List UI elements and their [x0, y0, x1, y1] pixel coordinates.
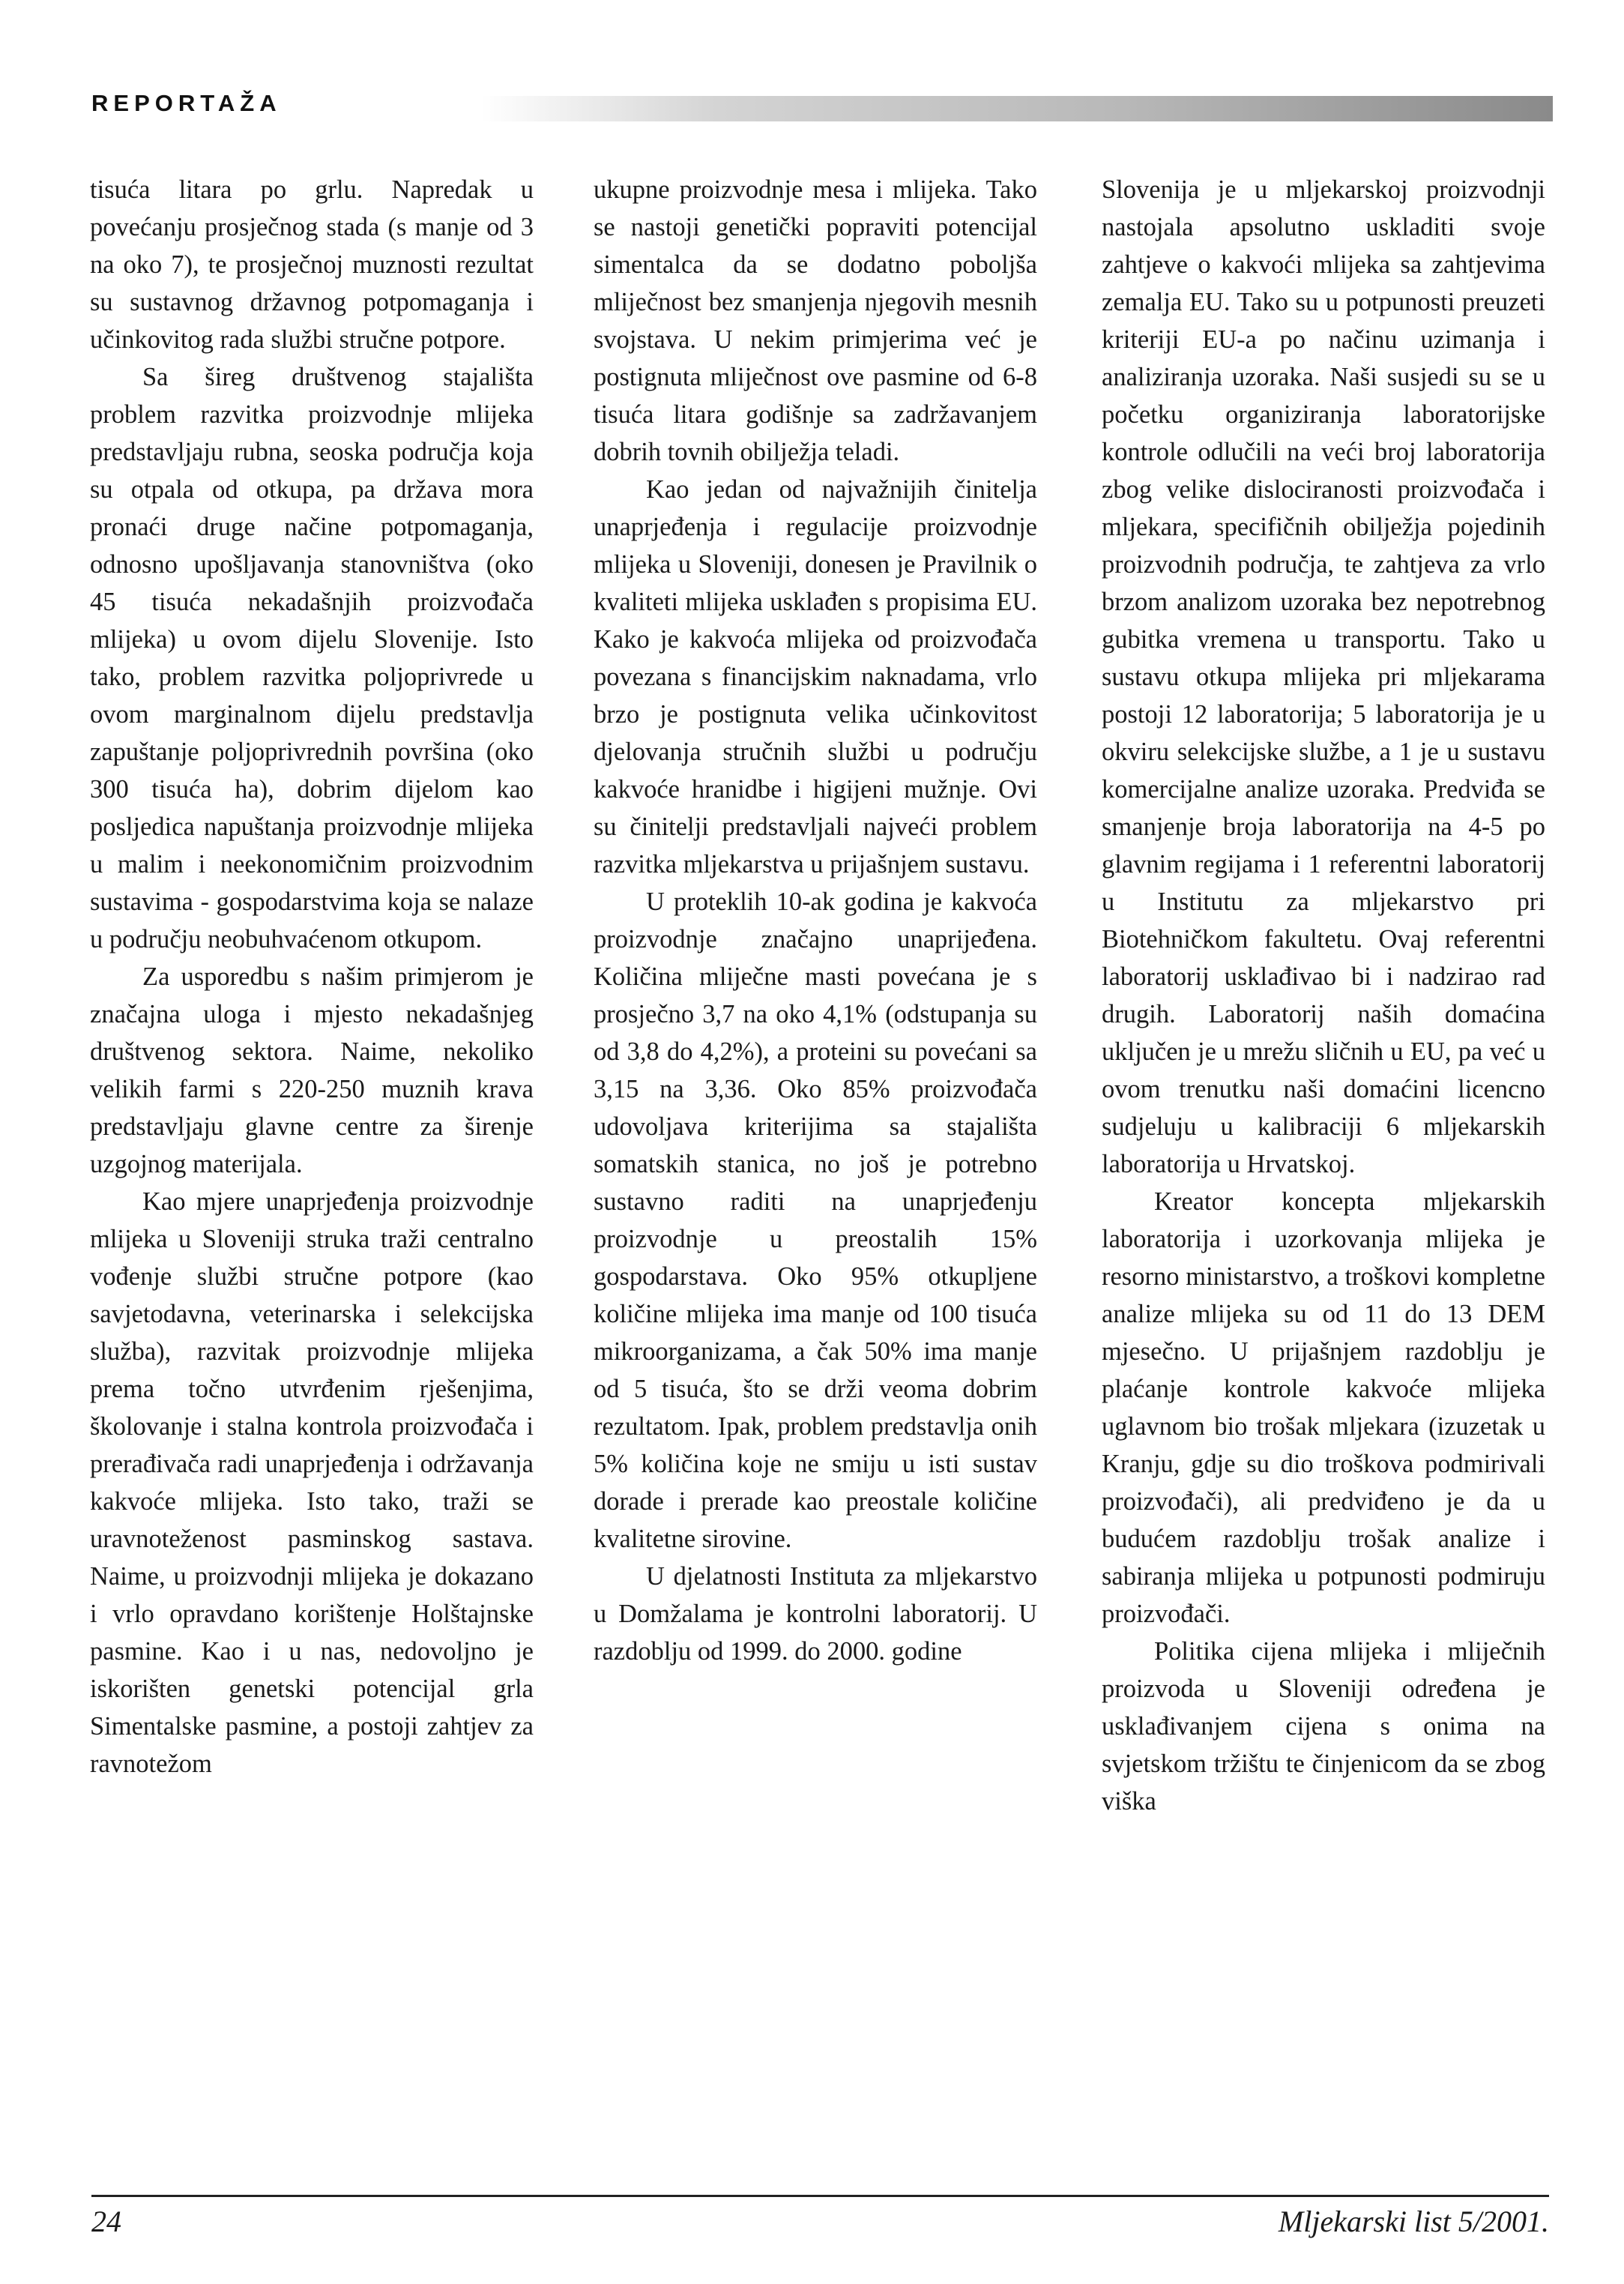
column-2: [594, 171, 1037, 2161]
header-bar: [481, 96, 1553, 121]
page-number: 24: [91, 2205, 121, 2238]
footer-rule: [91, 2195, 1549, 2197]
paragraph: Slovenija je u mljekarskoj proizvodnji nastojala apsolutno uskladiti svoje zahtjeve o kakvoći mlijeka sa zahtjevima zemalja EU. Tako su u potpunosti preuzeti kriteriji EU-a po načinu uzimanja i analiziranja uzoraka. Naši susjedi su se u početku organiziranja laboratorijske kontrole odlučili na veći broj laboratorija zbog velike dislociranosti proizvođača i mljekara, specifičnih obilježja pojedinih proizvodnih područja, te zahtjeva za vrlo brzom analizom uzoraka bez nepotrebnog gubitka vremena u transportu. Tako u sustavu otkupa mlijeka pri mljekarama postoji 12 laboratorija; 5 laboratorija je u okviru selekcijske službe, a 1 je u sustavu komercijalne analize uzoraka. Predviđa se smanjenje broja laboratorija na 4-5 po glavnim regijama i 1 referentni laboratorij u Institutu za mljekarstvo pri Biotehničkom fakultetu. Ovaj referentni laboratorij usklađivao bi i nadzirao rad drugih. Laboratorij naših domaćina uključen je u mrežu sličnih u EU, pa već u ovom trenutku naši domaćini licencno sudjeluju u kalibraciji 6 mljekarskih laboratorija u Hrvatskoj.: [1102, 175, 1545, 1178]
paragraph: U proteklih 10-ak godina je kakvoća proizvodnje značajno unaprijeđena. Količina mliječne masti povećana je s prosječno 3,7 na oko 4,1% (odstupanja su od 3,8 do 4,2%), a proteini su povećani sa 3,15 na 3,36. Oko 85% proizvođača udovoljava kriterijima sa stajališta somatskih stanica, no još je potrebno sustavno raditi na unaprjeđenju proizvodnje u preostalih 15% gospodarstava. Oko 95% otkupljene količine mlijeka ima manje od 100 tisuća mikroorganizama, a čak 50% ima manje od 5 tisuća, što se drži veoma dobrim rezultatom. Ipak, problem predstavlja onih 5% količina koje ne smiju u isti sustav dorade i prerade kao preostale količine kvalitetne sirovine.: [594, 888, 1037, 1553]
paragraph: U djelatnosti Instituta za mljekarstvo u Domžalama je kontrolni laboratorij. U razdoblju od 1999. do 2000. godine: [594, 1562, 1037, 1666]
column-1: [90, 171, 534, 2161]
paragraph: Kao mjere unaprjeđenja proizvodnje mlijeka u Sloveniji struka traži centralno vođenje službi stručne potpore (kao savjetodavna, veterinarska i selekcijska služba), razvitak proizvodnje mlijeka prema točno utvrđenim rješenjima, školovanje i stalna kontrola proizvođača i prerađivača radi unaprjeđenja i održavanja kakvoće mlijeka. Isto tako, traži se uravnoteženost pasminskog sastava. Naime, u proizvodnji mlijeka je dokazano i vrlo opravdano korištenje Holštajnske pasmine. Kao i u nas, nedovoljno je iskorišten genetski potencijal grla Simentalske pasmine, a postoji zahtjev za ravnotežom: [90, 1187, 534, 1778]
paragraph: ukupne proizvodnje mesa i mlijeka. Tako se nastoji genetički popraviti potencijal simentalca da se dodatno poboljša mliječnost bez smanjenja njegovih mesnih svojstava. U nekim primjerima već je postignuta mliječnost ove pasmine od 6-8 tisuća litara godišnje sa zadržavanjem dobrih tovnih obilježja teladi.: [594, 175, 1037, 466]
section-label: REPORTAŽA: [91, 90, 282, 116]
paragraph: Kreator koncepta mljekarskih laboratorija i uzorkovanja mlijeka je resorno ministarstvo, a troškovi kompletne analize mlijeka su od 11 do 13 DEM mjesečno. U prijašnjem razdoblju je plaćanje kontrole kakvoće mlijeka uglavnom bio trošak mljekara (izuzetak u Kranju, gdje su dio troškova podmirivali proizvođači), ali predviđeno je da u budućem razdoblju trošak analize i sabiranja mlijeka u potpunosti podmiruju proizvođači.: [1102, 1187, 1545, 1628]
paragraph: Za usporedbu s našim primjerom je značajna uloga i mjesto nekadašnjeg društvenog sektora. Naime, nekoliko velikih farmi s 220-250 muznih krava predstavljaju glavne centre za širenje uzgojnog materijala.: [90, 962, 534, 1178]
paragraph: Kao jedan od najvažnijih činitelja unaprjeđenja i regulacije proizvodnje mlijeka u Sloveniji, donesen je Pravilnik o kvaliteti mlijeka usklađen s propisima EU. Kako je kakvoća mlijeka od proizvođača povezana s financijskim naknadama, vrlo brzo je postignuta velika učinkovitost djelovanja stručnih službi u području kakvoće hranidbe i higijeni mužnje. Ovi su činitelji predstavljali najveći problem razvitka mljekarstva u prijašnjem sustavu.: [594, 475, 1037, 879]
page-header: [91, 88, 1545, 133]
column-3: [1102, 171, 1545, 2161]
paragraph: Sa šireg društvenog stajališta problem razvitka proizvodnje mlijeka predstavljaju rubna, seoska područja koja su otpala od otkupa, pa država mora pronaći druge načine potpomaganja, odnosno upošljavanja stanovništva (oko 45 tisuća nekadašnjih proizvođača mlijeka) u ovom dijelu Slovenije. Isto tako, problem razvitka poljoprivrede u ovom marginalnom dijelu predstavlja zapuštanje poljoprivrednih površina (oko 300 tisuća ha), dobrim dijelom kao posljedica napuštanja proizvodnje mlijeka u malim i neekonomičnim proizvodnim sustavima - gospodarstvima koja se nalaze u području neobuhvaćenom otkupom.: [90, 363, 534, 953]
paragraph: tisuća litara po grlu. Napredak u povećanju prosječnog stada (s manje od 3 na oko 7), te prosječnoj muznosti rezultat su sustavnog državnog potpomaganja i učinkovitog rada službi stručne potpore.: [90, 175, 534, 354]
paragraph: Politika cijena mlijeka i mliječnih proizvoda u Sloveniji određena je usklađivanjem cijena s onima na svjetskom tržištu te činjenicom da se zbog viška: [1102, 1637, 1545, 1816]
article-body: [90, 171, 1551, 2161]
journal-title: Mljekarski list 5/2001.: [1278, 2205, 1549, 2238]
